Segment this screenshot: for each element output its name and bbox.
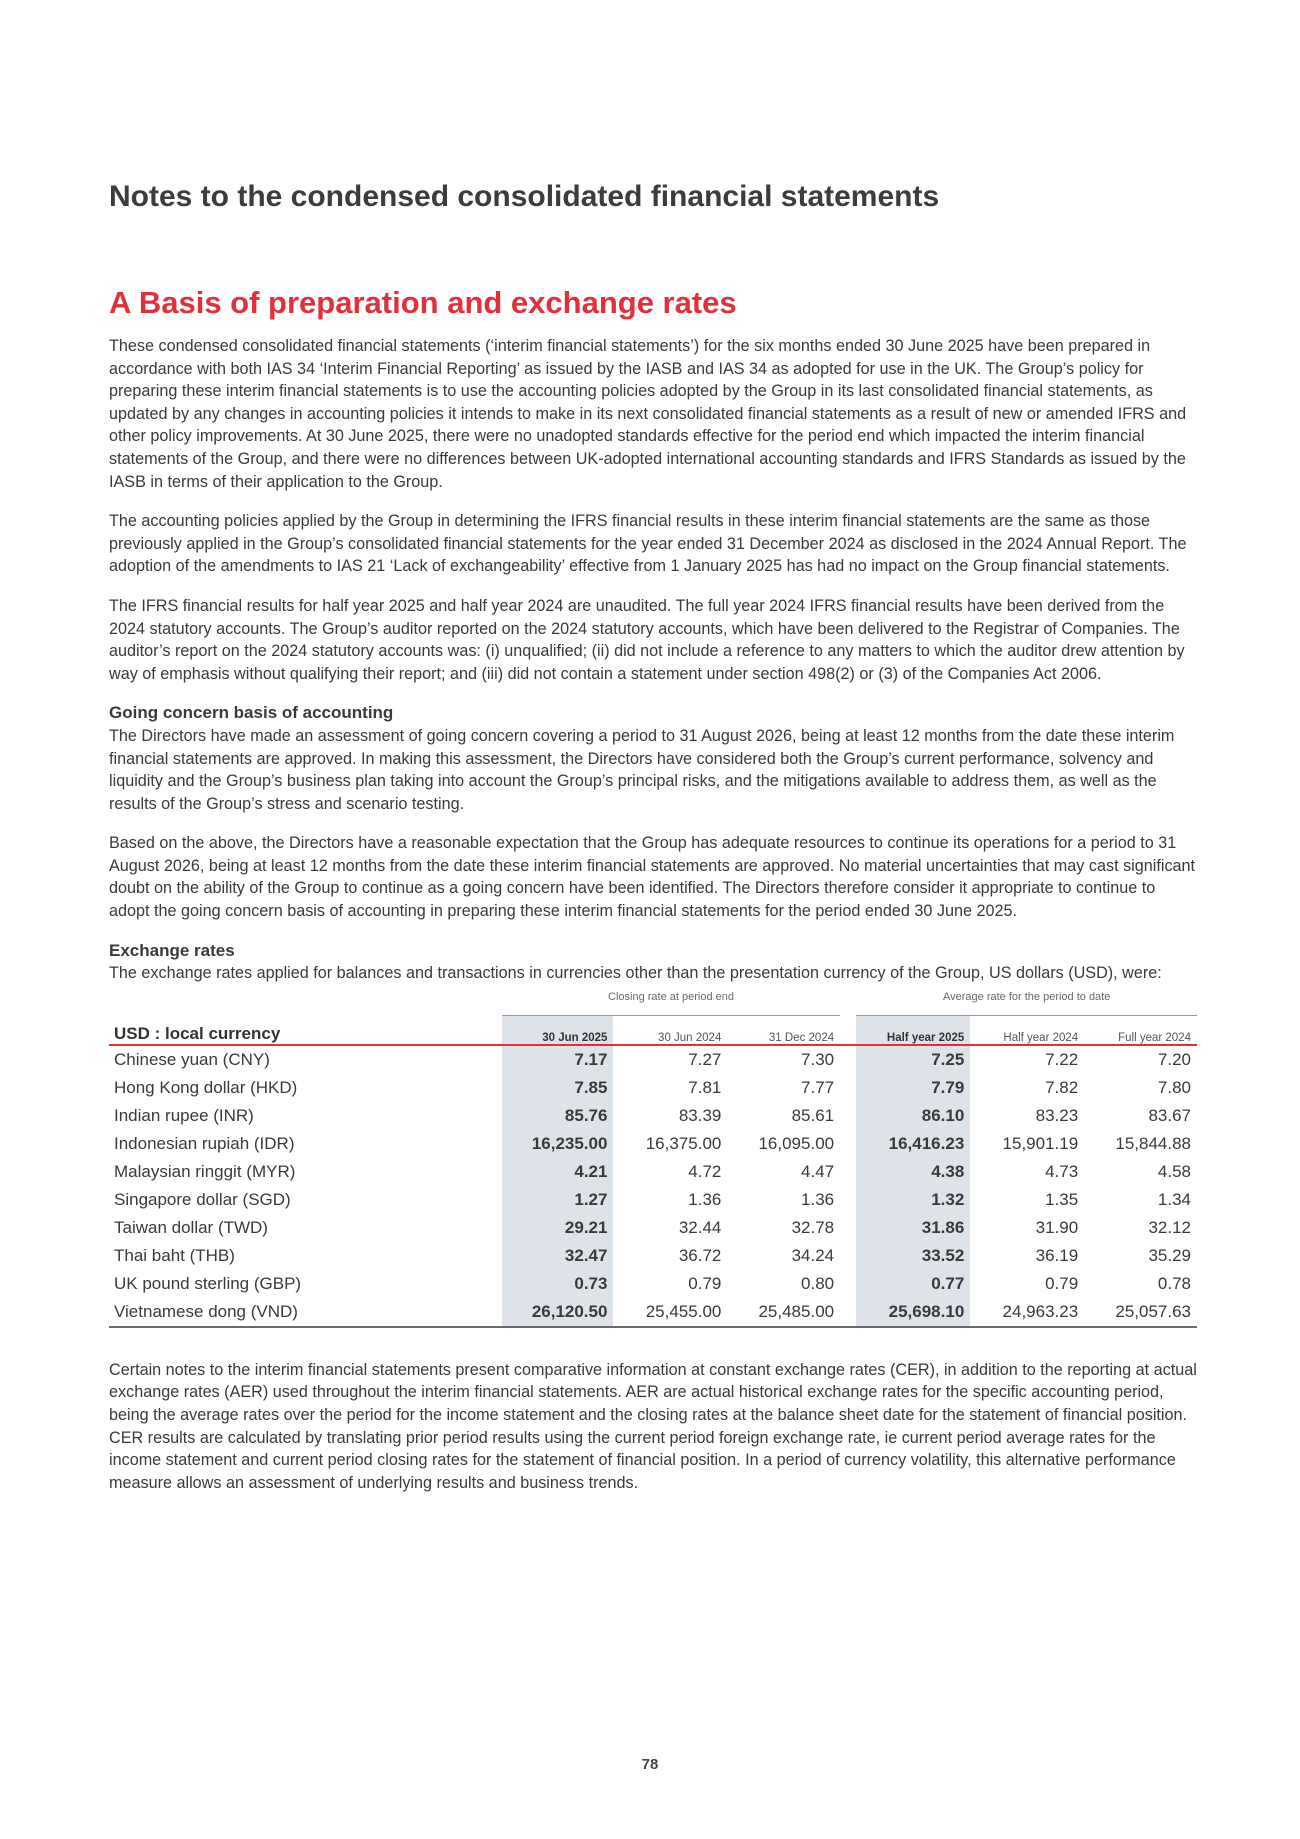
rate-cell: 1.27 [502,1186,614,1214]
table-body [109,1045,1197,1327]
table-row [109,1214,1197,1242]
rate-cell: 16,416.23 [856,1130,970,1158]
rate-cell: 7.30 [801,1049,835,1069]
rate-cell: 83.23 [1035,1105,1079,1125]
section-body [109,335,1197,1511]
rate-cell: 4.38 [856,1158,970,1186]
rate-cell: 0.77 [856,1270,970,1298]
paragraph-going-concern-1: The Directors have made an assessment of going concern covering a period to 31 August 2026, being at least 12 months from the date these interim financial statements are approved. In making this assessment, the Directors have considered both the Group’s current performance, solvency and liquidity and the Group’s business plan taking into account the Group’s principal risks, and the mitigations available to address them, as well as the results of the Group’s stress and scenario testing. [109,726,1175,813]
table-row [109,1270,1197,1298]
rate-cell: 7.80 [1157,1077,1191,1097]
rate-cell: 7.20 [1157,1049,1191,1069]
rate-cell: 32.78 [791,1217,835,1237]
table-row [109,1102,1197,1130]
rate-cell: 4.58 [1157,1161,1191,1181]
section-title: A Basis of preparation and exchange rates [109,285,737,320]
rate-cell: 25,698.10 [856,1298,970,1327]
rate-cell: 32.44 [678,1217,722,1237]
exchange-rates-heading: Exchange rates [109,940,235,960]
rate-cell: 26,120.50 [502,1298,614,1327]
group-closing-rate: Closing rate at period end [502,991,840,1016]
column-header: 30 Jun 2025 [502,1015,614,1045]
rate-cell: 7.85 [502,1074,614,1102]
rate-cell: 0.73 [502,1270,614,1298]
table-row [109,1045,1197,1074]
rate-cell: 85.61 [791,1105,835,1125]
currency-name: Malaysian ringgit (MYR) [114,1161,296,1181]
rate-cell: 7.27 [688,1049,722,1069]
column-header-currency: USD : local currency [109,1015,502,1045]
group-average-rate: Average rate for the period to date [856,991,1197,1016]
rate-cell: 16,235.00 [502,1130,614,1158]
table-row [109,1074,1197,1102]
currency-name: Chinese yuan (CNY) [114,1049,270,1069]
currency-name: Hong Kong dollar (HKD) [114,1077,298,1097]
going-concern-heading: Going concern basis of accounting [109,703,394,723]
rate-cell: 1.35 [1045,1189,1079,1209]
paragraph-cer-note: Certain notes to the interim financial statements present comparative information at constant exchange rates (CER), in addition to the reporting at actual exchange rates (AER) used throughout the interim financial statements. AER are actual historical exchange rates for the specific accounting period, being the average rates over the period for the income statement and the closing rates at the balance sheet date for the statement of financial position. CER results are calculated by translating prior period results using the current period foreign exchange rate, ie current period average rates for the income statement and current period closing rates for the statement of financial position. In a period of currency volatility, this alternative performance measure allows an assessment of underlying results and business trends. [109,1360,1197,1492]
table-column-header [109,1015,1197,1045]
column-header: Half year 2024 [970,1015,1084,1045]
currency-name: Thai baht (THB) [114,1245,235,1265]
rate-cell: 0.79 [1045,1273,1079,1293]
rate-cell: 1.32 [856,1186,970,1214]
rate-cell: 35.29 [1148,1245,1191,1265]
table-row [109,1186,1197,1214]
column-header: 30 Jun 2024 [613,1015,727,1045]
exchange-rates-table [109,991,1197,1328]
rate-cell: 36.19 [1035,1245,1079,1265]
rate-cell: 25,057.63 [1084,1298,1197,1327]
currency-name: Indian rupee (INR) [114,1105,254,1125]
exchange-rates-intro: The exchange rates applied for balances and transactions in currencies other than the presentation currency of the Group, US dollars (USD), were: [109,964,1162,983]
rate-cell: 16,095.00 [758,1133,835,1153]
rate-cell: 4.21 [502,1158,614,1186]
rate-cell: 83.67 [1148,1105,1191,1125]
currency-name: Indonesian rupiah (IDR) [114,1133,295,1153]
currency-name: Vietnamese dong (VND) [109,1298,502,1327]
rate-cell: 4.72 [688,1161,722,1181]
rate-cell: 86.10 [856,1102,970,1130]
rate-cell: 7.82 [1045,1077,1079,1097]
rate-cell: 34.24 [791,1245,835,1265]
rate-cell: 24,963.23 [970,1298,1084,1327]
paragraph-policies: The accounting policies applied by the Group in determining the IFRS financial results in these interim financial statements are the same as those previously applied in the Group’s consolidated financial statements for the year ended 31 December 2024 as disclosed in the 2024 Annual Report. The adoption of the amendments to IAS 21 ‘Lack of exchangeability’ effective from 1 January 2025 has had no impact on the Group financial statements. [109,512,1187,576]
page-title: Notes to the condensed consolidated financial statements [109,180,940,213]
rate-cell: 4.47 [801,1161,835,1181]
column-header: 31 Dec 2024 [727,1015,840,1045]
paragraph-audit: The IFRS financial results for half year 2025 and half year 2024 are unaudited. The full year 2024 IFRS financial results have been derived from the 2024 statutory accounts. The Group’s auditor reported on the 2024 statutory accounts, which have been delivered to the Registrar of Companies. The auditor’s report on the 2024 statutory accounts was: (i) unqualified; (ii) did not include a reference to any matters to which the auditor drew attention by way of emphasis without qualifying their report; and (iii) did not contain a statement under section 498(2) or (3) of the Companies Act 2006. [109,596,1185,683]
rate-cell: 32.12 [1148,1217,1191,1237]
column-header: Full year 2024 [1084,1015,1197,1045]
rate-cell: 32.47 [502,1242,614,1270]
page-number: 78 [641,1756,659,1773]
rate-cell: 16,375.00 [645,1133,722,1153]
rate-cell: 4.73 [1045,1161,1079,1181]
rate-cell: 1.36 [801,1189,835,1209]
rate-cell: 7.22 [1045,1049,1079,1069]
currency-name: Singapore dollar (SGD) [114,1189,291,1209]
table-group-header [109,991,1197,1016]
rate-cell: 25,455.00 [613,1298,727,1327]
currency-name: Taiwan dollar (TWD) [114,1217,268,1237]
rate-cell: 0.80 [801,1273,835,1293]
rate-cell: 1.34 [1157,1189,1191,1209]
rate-cell: 36.72 [678,1245,722,1265]
rate-cell: 31.90 [1035,1217,1079,1237]
rate-cell: 0.79 [688,1273,722,1293]
paragraph-going-concern-2: Based on the above, the Directors have a reasonable expectation that the Group has adequate resources to continue its operations for a period to 31 August 2026, being at least 12 months from the date these interim financial statements are approved. No material uncertainties that may cast significant doubt on the ability of the Group to continue as a going concern have been identified. The Directors therefore consider it appropriate to continue to adopt the going concern basis of accounting in preparing these interim financial statements for the period ended 30 June 2025. [109,834,1196,921]
currency-name: UK pound sterling (GBP) [114,1273,302,1293]
rate-cell: 7.81 [688,1077,722,1097]
table-row [109,1298,1197,1327]
rate-cell: 7.25 [856,1045,970,1074]
rate-cell: 25,485.00 [727,1298,840,1327]
table-row [109,1242,1197,1270]
paragraph-basis: These condensed consolidated financial statements (‘interim financial statements’) for the six months ended 30 June 2025 have been prepared in accordance with both IAS 34 ‘Interim Financial Reporting’ as issued by the IASB and IAS 34 as adopted for use in the UK. The Group’s policy for preparing these interim financial statements is to use the accounting policies adopted by the Group in its last consolidated financial statements, as updated by any changes in accounting policies it intends to make in its next consolidated financial statements as a result of new or amended IFRS and other policy improvements. At 30 June 2025, there were no unadopted standards effective for the period end which impacted the interim financial statements of the Group, and there were no differences between UK-adopted international accounting standards and IFRS Standards as issued by the IASB in terms of their application to the Group. [109,337,1187,491]
table-row [109,1158,1197,1186]
rate-cell: 7.17 [502,1045,614,1074]
table-row [109,1130,1197,1158]
column-header: Half year 2025 [856,1015,970,1045]
rate-cell: 85.76 [502,1102,614,1130]
rate-cell: 15,901.19 [1002,1133,1079,1153]
rate-cell: 29.21 [502,1214,614,1242]
rate-cell: 31.86 [856,1214,970,1242]
rate-cell: 83.39 [678,1105,722,1125]
rate-cell: 33.52 [856,1242,970,1270]
rate-cell: 7.79 [856,1074,970,1102]
rate-cell: 1.36 [688,1189,722,1209]
rate-cell: 7.77 [801,1077,835,1097]
rate-cell: 15,844.88 [1115,1133,1191,1153]
rate-cell: 0.78 [1157,1273,1191,1293]
